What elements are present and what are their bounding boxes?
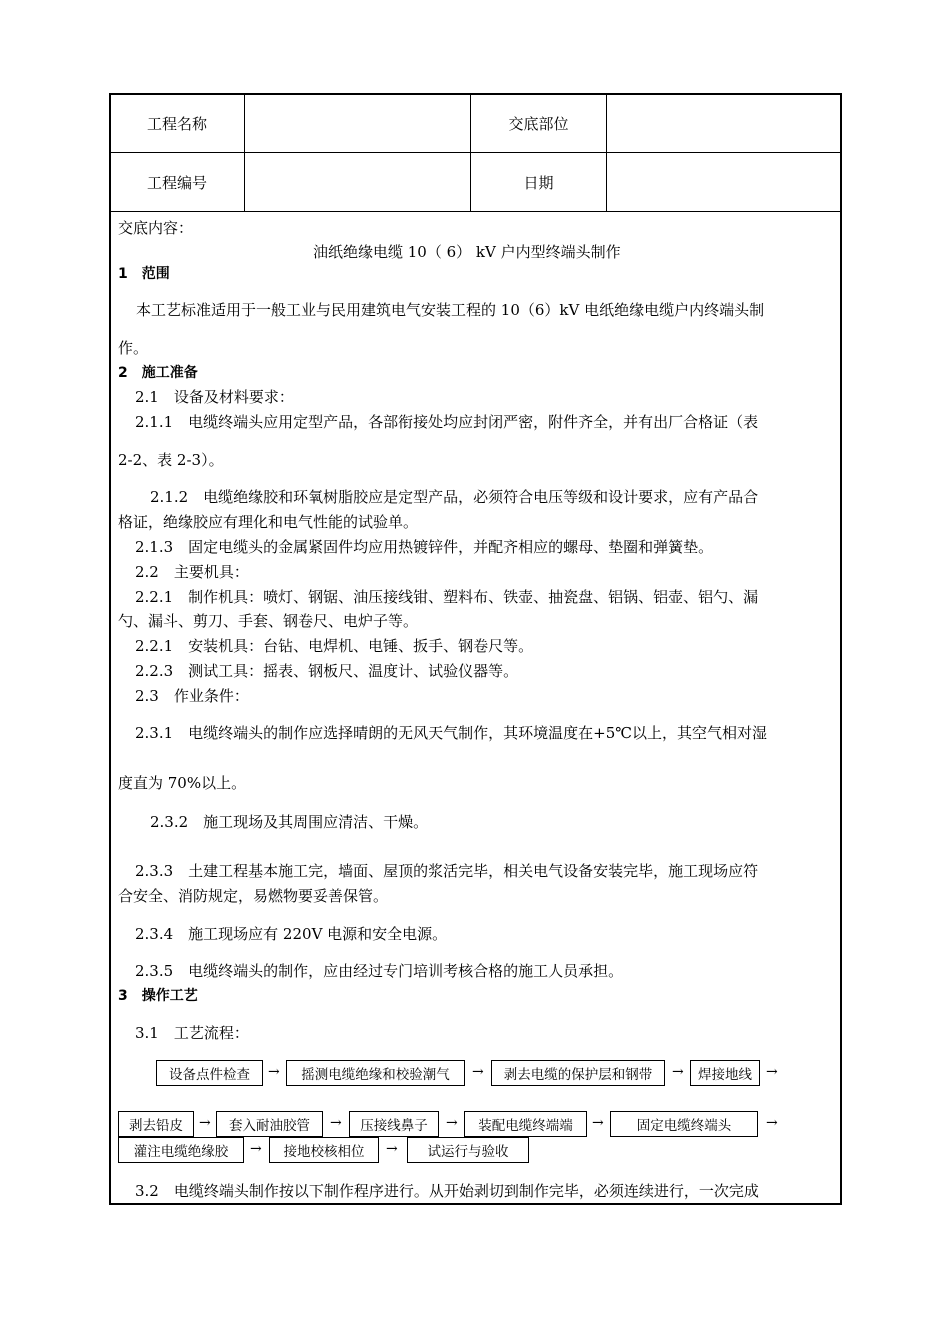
item-2-3-5: 2.3.5 电缆终端头的制作，应由经过专门培训考核合格的施工人员承担。: [135, 962, 624, 980]
flow-arrow: →: [199, 1115, 211, 1131]
section-1-para-line1: 本工艺标准适用于一般工业与民用建筑电气安装工程的 10（6）kV 电纸绝缘电缆户内终端头制: [136, 301, 765, 319]
item-2-3-2: 2.3.2 施工现场及其周围应清洁、干燥。: [150, 813, 429, 831]
document-title: 油纸绝缘电缆 10（ 6） kV 户内型终端头制作: [313, 243, 621, 261]
location-label: 交底部位: [508, 115, 569, 133]
item-2-1-1-line2: 2-2、表 2-3）。: [118, 451, 224, 469]
flow-step-oil-tube: 套入耐油胶管: [216, 1111, 323, 1137]
flow-step-megger-test: 摇测电缆绝缘和校验潮气: [286, 1060, 465, 1086]
item-2-3-1-line2: 度直为 70%以上。: [118, 774, 247, 792]
flow-arrow: →: [672, 1064, 684, 1080]
flow-step-strip-lead: 剥去铅皮: [118, 1111, 194, 1137]
project-no-value[interactable]: [245, 153, 470, 211]
item-3-2: 3.2 电缆终端头制作按以下制作程序进行。从开始剥切到制作完毕，必须连续进行，一次完成: [135, 1182, 759, 1200]
item-2-3: 2.3 作业条件：: [135, 687, 249, 705]
flow-arrow: →: [330, 1115, 342, 1131]
flow-step-crimp-lug: 压接线鼻子: [349, 1111, 439, 1137]
date-label: 日期: [523, 173, 554, 192]
item-2-1: 2.1 设备及材料要求：: [135, 388, 294, 406]
item-2-2: 2.2 主要机具：: [135, 563, 249, 581]
project-no-label: 工程编号: [146, 173, 207, 192]
flow-step-inspect-equipment: 设备点件检查: [156, 1060, 263, 1086]
item-2-3-4: 2.3.4 施工现场应有 220V 电源和安全电源。: [135, 925, 448, 943]
flow-arrow: →: [250, 1141, 262, 1157]
flow-arrow: →: [472, 1064, 484, 1080]
content-label: 交底内容：: [118, 219, 194, 237]
flow-step-pour-compound: 灌注电缆绝缘胶: [118, 1137, 244, 1163]
item-2-1-2-line1: 2.1.2 电缆绝缘胶和环氧树脂胶应是定型产品，必须符合电压等级和设计要求，应有产品合: [150, 488, 759, 506]
flow-step-check-phase: 接地校核相位: [269, 1137, 379, 1163]
flow-step-trial-acceptance: 试运行与验收: [407, 1137, 529, 1163]
item-2-3-3-line1: 2.3.3 土建工程基本施工完，墙面、屋顶的浆活完毕，相关电气设备安装完毕，施工现场应符: [135, 862, 759, 880]
item-2-2-1-line2: 勺、漏斗、剪刀、手套、钢卷尺、电炉子等。: [118, 612, 419, 630]
item-2-1-2-line2: 格证，绝缘胶应有理化和电气性能的试验单。: [118, 513, 419, 531]
flow-step-fix-termination: 固定电缆终端头: [610, 1111, 758, 1137]
item-2-3-3-line2: 合安全、消防规定，易燃物要妥善保管。: [118, 887, 389, 905]
item-2-1-3: 2.1.3 固定电缆头的金属紧固件均应用热镀锌件，并配齐相应的螺母、垫圈和弹簧垫。: [135, 538, 714, 556]
item-2-2-1-line1: 2.2.1 制作机具：喷灯、钢锯、油压接线钳、塑料布、铁壶、抽瓷盘、铝锅、铝壶、铝勺、漏: [135, 588, 759, 606]
item-2-3-1-line1: 2.3.1 电缆终端头的制作应选择晴朗的无风天气制作，其环境温度在+5℃以上，其空气相对湿: [135, 724, 768, 742]
section-1-para-line2: 作。: [118, 339, 149, 357]
project-name-label: 工程名称: [146, 115, 207, 133]
item-2-1-1-line1: 2.1.1 电缆终端头应用定型产品，各部衔接处均应封闭严密，附件齐全，并有出厂合格证（表: [135, 413, 759, 431]
date-value[interactable]: [607, 153, 840, 211]
flow-arrow: →: [386, 1141, 398, 1157]
flow-arrow: →: [592, 1115, 604, 1131]
section-3-heading: 3 操作工艺: [118, 988, 198, 1004]
project-name-value[interactable]: [245, 95, 470, 152]
flow-step-assemble-termination: 装配电缆终端端: [464, 1111, 587, 1137]
header-divider-2: [109, 211, 842, 212]
section-2-heading: 2 施工准备: [118, 365, 198, 381]
flow-arrow: →: [446, 1115, 458, 1131]
flow-arrow: →: [268, 1064, 280, 1080]
location-value[interactable]: [607, 95, 840, 152]
flow-arrow: →: [766, 1064, 778, 1080]
flow-step-weld-ground: 焊接地线: [690, 1060, 760, 1086]
item-2-2-2: 2.2.1 安装机具：台钻、电焊机、电锤、扳手、钢卷尺等。: [135, 637, 534, 655]
flow-arrow: →: [766, 1115, 778, 1131]
section-1-heading: 1 范围: [118, 266, 170, 282]
flow-step-strip-armor: 剥去电缆的保护层和钢带: [491, 1060, 665, 1086]
item-2-2-3: 2.2.3 测试工具：摇表、钢板尺、温度计、试验仪器等。: [135, 662, 519, 680]
item-3-1: 3.1 工艺流程：: [135, 1024, 249, 1042]
